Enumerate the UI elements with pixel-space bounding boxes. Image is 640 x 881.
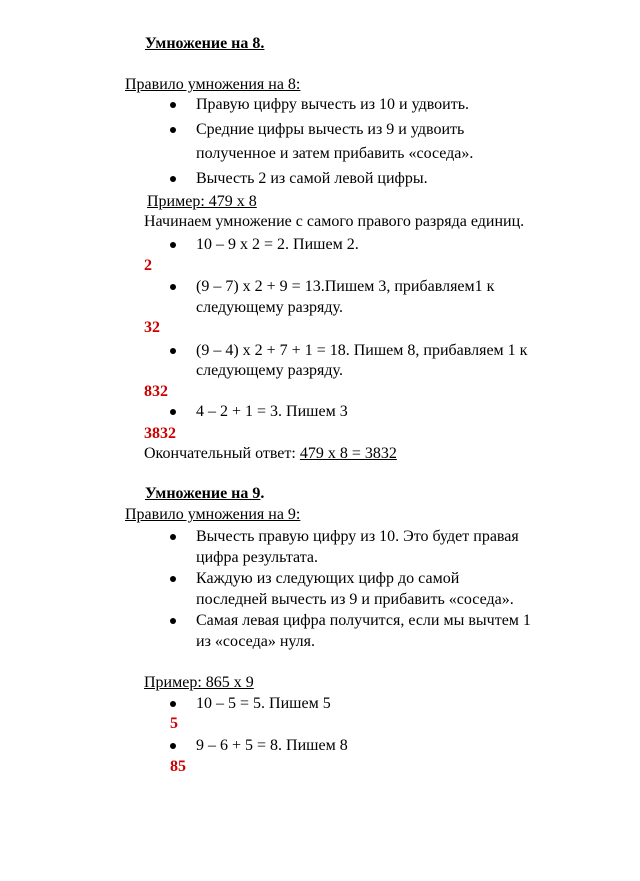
rule-8-title: Правило умножения на 8: (125, 76, 301, 93)
step-8-2-cont: следующему разряду. (196, 299, 343, 316)
bullet-icon (170, 743, 176, 749)
rule-8-item-1: Правую цифру вычесть из 10 и удвоить. (196, 96, 470, 113)
step-8-1: 10 – 9 х 2 = 2. Пишем 2. (196, 236, 359, 253)
step-8-3: (9 – 4) х 2 + 7 + 1 = 18. Пишем 8, прибавляем 1 к (196, 342, 528, 359)
partial-result-8-4: 3832 (144, 425, 176, 442)
final-answer-value: 479 х 8 = 3832 (299, 445, 397, 462)
rule-9-title: Правило умножения на 9: (125, 506, 301, 523)
bullet-icon (170, 102, 176, 108)
step-8-4: 4 – 2 + 1 = 3. Пишем 3 (196, 403, 348, 420)
partial-result-8-3: 832 (144, 383, 168, 400)
section-9-title-text: Умножение на 9 (145, 485, 261, 502)
step-9-1: 10 – 5 = 5. Пишем 5 (196, 695, 331, 712)
example-8-start-text: Начинаем умножение с самого правого разряда единиц. (144, 213, 525, 230)
bullet-icon (170, 409, 176, 415)
bullet-icon (170, 701, 176, 707)
example-9-label: Пример: 865 х 9 (144, 674, 254, 691)
rule-9-item-1: Вычесть правую цифру из 10. Это будет правая (196, 528, 519, 545)
rule-8-item-3: Вычесть 2 из самой левой цифры. (196, 170, 428, 187)
partial-result-8-2: 32 (144, 319, 160, 336)
section-9-title (145, 484, 264, 504)
partial-result-9-1: 5 (170, 715, 178, 732)
rule-8-item-2: Средние цифры вычесть из 9 и удвоить (196, 121, 465, 138)
example-8-label: Пример: 479 х 8 (147, 193, 257, 210)
rule-8-item-2-cont: полученное и затем прибавить «соседа». (196, 145, 474, 162)
bullet-icon (170, 127, 176, 133)
bullet-icon (170, 618, 176, 624)
bullet-icon (170, 176, 176, 182)
bullet-icon (170, 284, 176, 290)
bullet-icon (170, 576, 176, 582)
bullet-icon (170, 348, 176, 354)
step-8-3-cont: следующему разряду. (196, 362, 343, 379)
step-9-2: 9 – 6 + 5 = 8. Пишем 8 (196, 737, 348, 754)
section-8-title: Умножение на 8. (145, 35, 265, 52)
rule-9-item-2-cont: последней вычесть из 9 и прибавить «соседа». (196, 591, 514, 608)
final-answer-label: Окончательный ответ: (144, 445, 296, 462)
section-9-title-dot: . (260, 485, 265, 502)
final-answer (144, 444, 397, 464)
rule-9-item-1-cont: цифра результата. (196, 549, 319, 566)
partial-result-8-1: 2 (144, 257, 152, 274)
partial-result-9-2: 85 (170, 758, 186, 775)
rule-9-item-3: Самая левая цифра получится, если мы вычтем 1 (196, 612, 531, 629)
rule-9-item-2: Каждую из следующих цифр до самой (196, 570, 460, 587)
bullet-icon (170, 242, 176, 248)
rule-9-item-3-cont: из «соседа» нуля. (196, 633, 316, 650)
bullet-icon (170, 534, 176, 540)
step-8-2: (9 – 7) х 2 + 9 = 13.Пишем 3, прибавляем1 к (196, 278, 495, 295)
